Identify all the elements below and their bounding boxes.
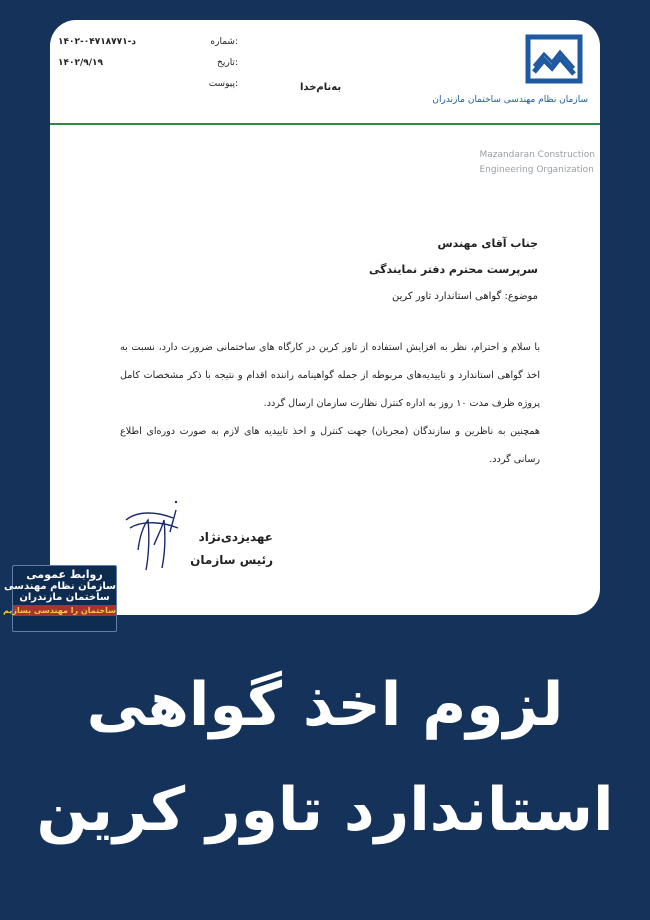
public-relations-badge [3,565,117,632]
letter-attachment-row [58,79,238,100]
date-value: ۱۴۰۲/۹/۱۹ [58,58,104,68]
attachment-label: پیوست: [208,79,238,89]
basmala: به‌نام‌خدا [300,82,342,93]
number-value: ۱۴۰۲-۰۴۷د-۱۸۷۷۱ [58,37,137,47]
org-name-fa: سازمان نظام مهندسی ساختمان مازندران [432,95,588,105]
org-name-en-line2: Engineering Organization [479,165,594,175]
number-label: شماره: [210,37,238,47]
date-label: تاریخ: [217,58,238,68]
badge-line-2: سازمان نظام مهندسی [4,581,116,592]
letter-number-row [58,37,238,58]
signer-name: عهدیزدی‌نژاد [198,530,273,544]
header-divider [50,123,600,125]
badge-line-3: ساختمان مازندران [19,592,110,603]
headline-line-2: استاندارد تاور کرین [36,775,614,845]
handwritten-signature [118,490,188,580]
badge-line-1: روابط عمومی [26,568,103,581]
letter-meta [58,37,238,100]
letter-subject: موضوع: گواهی استاندارد تاور کرین [391,291,538,302]
letter-document [50,20,600,615]
addressee-line1: جناب آقای مهندس [437,237,538,250]
signer-title: رئیس سازمان [190,553,273,567]
organization-logo [432,32,594,112]
badge-slogan: ساختمان را مهندسی بسازیم [3,606,116,615]
body-paragraph-1: با سلام و احترام، نظر به افزایش استفاده از تاور کرین در کارگاه های ساختمانی ضرورت دارد، نسبت به اخذ گواهی استاندارد و تاییدیه‌های مربوطه از جمله گواهینامه راننده اقدام و نتیجه با ذکر مشخصات کامل پروژه ظرف مدت ۱۰ روز به اداره کنترل نظارت سازمان ارسال گردد. [120,342,540,409]
org-name-en-line1: Mazandaran Construction [479,150,595,160]
addressee-line2: سرپرست محترم دفتر نمایندگی [368,263,538,276]
body-paragraph-2: همچنین به ناظرین و سازندگان (مجریان) جهت کنترل و اخذ تاییدیه های لازم به صورت دوره‌ای اطلاع رسانی گردد. [120,426,540,465]
letter-body [120,334,540,474]
org-name-en [479,148,595,178]
headline-line-1: لزوم اخذ گواهی [86,670,564,740]
letter-date-row [58,58,238,79]
